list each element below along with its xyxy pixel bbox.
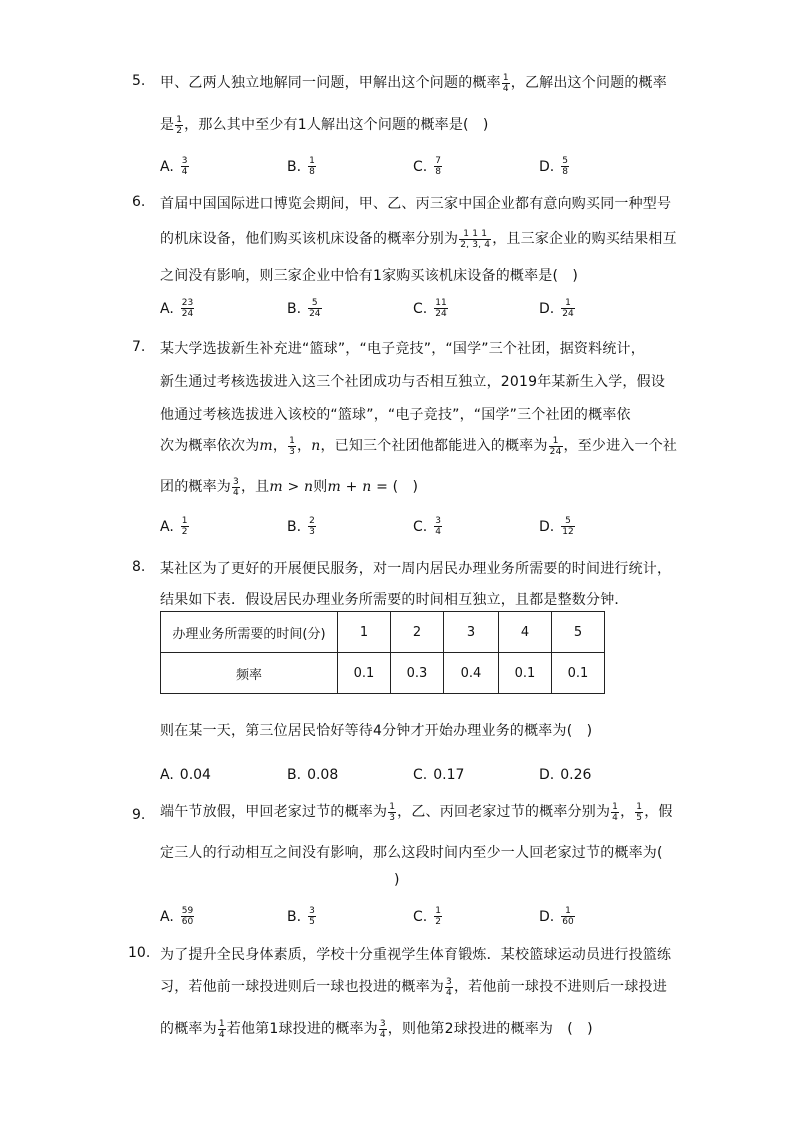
option-b[interactable]: B. $\frac{3}{5}$ bbox=[287, 906, 315, 927]
table-row bbox=[161, 653, 605, 694]
option-b[interactable]: B. $\frac{5}{24}$ bbox=[287, 298, 321, 319]
table-cell: 0.3 bbox=[391, 653, 444, 694]
frequency-table bbox=[160, 611, 605, 694]
option-d[interactable]: D. $\frac{5}{8}$ bbox=[539, 156, 568, 177]
question-text: 之间没有影响，则三家企业中恰有1家购买该机床设备的概率是( ) bbox=[160, 268, 579, 284]
question-number: 6. bbox=[132, 194, 146, 210]
question-text: 某大学选拔新生补充进“篮球”，“电子竞技”，“国学”三个社团，据资料统计， bbox=[160, 341, 645, 357]
question-text: 团的概率为 $\frac{3}{4}$ ，且m > n则m + n = ( ) bbox=[160, 476, 419, 498]
option-a[interactable]: A. $\frac{59}{60}$ bbox=[160, 906, 194, 927]
question-text: 习，若他前一球投进则后一球也投进的概率为 $\frac{3}{4}$ ，若他前一球投不进则后一球投进 bbox=[160, 976, 667, 998]
question-text: 结果如下表．假设居民办理业务所需要的时间相互独立，且都是整数分钟． bbox=[160, 592, 629, 608]
fraction: $\frac{1}{4}$ bbox=[502, 72, 509, 94]
question-text: 端午节放假，甲回老家过节的概率为 $\frac{1}{3}$ ，乙、丙回老家过节的概率分别为 $\frac{1}{4}$ ， $\frac{1}{5}$ ，假 bbox=[160, 801, 673, 823]
table-cell: 4 bbox=[499, 612, 552, 653]
question-text: 为了提升全民身体素质，学校十分重视学生体育锻炼．某校篮球运动员进行投篮练 bbox=[160, 947, 672, 963]
table-cell: 3 bbox=[444, 612, 499, 653]
option-c[interactable]: C. $\frac{1}{2}$ bbox=[413, 906, 441, 927]
question-number: 5. bbox=[132, 73, 146, 89]
table-cell: 频率 bbox=[161, 653, 338, 694]
option-a[interactable]: A. $\frac{1}{2}$ bbox=[160, 516, 188, 537]
question-text: 定三人的行动相互之间没有影响，那么这段时间内至少一人回老家过节的概率为( bbox=[160, 845, 663, 861]
question-text: 的机床设备，他们购买该机床设备的概率分别为 $\frac{1 1 1}{2, 3, 4}$ ，且三家企业的购买结果相互 bbox=[160, 228, 677, 250]
option-a[interactable]: A. 0.04 bbox=[160, 767, 211, 783]
option-d[interactable]: D. $\frac{1}{24}$ bbox=[539, 298, 574, 319]
question-text: 他通过考核选拔进入该校的“篮球”，“电子竞技”，“国学”三个社团的概率依 bbox=[160, 407, 631, 423]
question-text: 则在某一天，第三位居民恰好等待4分钟才开始办理业务的概率为( ) bbox=[160, 723, 593, 739]
question-text: 新生通过考核选拔进入这三个社团成功与否相互独立，2019年某新生入学，假设 bbox=[160, 374, 666, 390]
option-b[interactable]: B. 0.08 bbox=[287, 767, 339, 783]
question-text: 甲、乙两人独立地解同一问题，甲解出这个问题的概率 $\frac{1}{4}$ ，乙解出这个问题的概率 bbox=[160, 72, 667, 94]
option-d[interactable]: D. $\frac{1}{60}$ bbox=[539, 906, 574, 927]
question-number: 8. bbox=[132, 559, 146, 575]
question-number: 7. bbox=[132, 339, 146, 355]
option-b[interactable]: B. $\frac{1}{8}$ bbox=[287, 156, 315, 177]
table-cell: 1 bbox=[338, 612, 391, 653]
table-cell: 0.1 bbox=[338, 653, 391, 694]
option-c[interactable]: C. 0.17 bbox=[413, 767, 465, 783]
question-text: ) bbox=[394, 872, 400, 888]
option-c[interactable]: C. $\frac{7}{8}$ bbox=[413, 156, 441, 177]
option-c[interactable]: C. $\frac{11}{24}$ bbox=[413, 298, 447, 319]
table-cell: 0.4 bbox=[444, 653, 499, 694]
option-a[interactable]: A. $\frac{3}{4}$ bbox=[160, 156, 188, 177]
table-cell: 办理业务所需要的时间(分) bbox=[161, 612, 338, 653]
table-cell: 0.1 bbox=[552, 653, 605, 694]
question-text: 的概率为 $\frac{1}{4}$ 若他第1球投进的概率为 $\frac{3}{4}$ ，则他第2球投进的概率为 ( ) bbox=[160, 1018, 593, 1040]
question-number: 9. bbox=[132, 807, 146, 823]
option-b[interactable]: B. $\frac{2}{3}$ bbox=[287, 516, 315, 537]
question-text: 某社区为了更好的开展便民服务，对一周内居民办理业务所需要的时间进行统计， bbox=[160, 561, 672, 577]
table-cell: 5 bbox=[552, 612, 605, 653]
option-d[interactable]: D. 0.26 bbox=[539, 767, 592, 783]
fraction: $\frac{1 1 1}{2, 3, 4}$ bbox=[460, 228, 491, 250]
table-cell: 0.1 bbox=[499, 653, 552, 694]
option-d[interactable]: D. $\frac{5}{12}$ bbox=[539, 516, 574, 537]
question-text: 是 $\frac{1}{2}$ ，那么其中至少有1人解出这个问题的概率是( ) bbox=[160, 114, 489, 136]
question-number: 10. bbox=[128, 945, 151, 961]
table-cell: 2 bbox=[391, 612, 444, 653]
table-row bbox=[161, 612, 605, 653]
question-text: 首届中国国际进口博览会期间，甲、乙、丙三家中国企业都有意向购买同一种型号 bbox=[160, 196, 672, 212]
fraction: $\frac{1}{2}$ bbox=[176, 114, 183, 136]
question-text: 次为概率依次为m， $\frac{1}{3}$ ，n，已知三个社团他都能进入的概率为 $\frac{1}{24}$ ，至少进入一个社 bbox=[160, 435, 678, 457]
option-a[interactable]: A. $\frac{23}{24}$ bbox=[160, 298, 194, 319]
option-c[interactable]: C. $\frac{3}{4}$ bbox=[413, 516, 441, 537]
